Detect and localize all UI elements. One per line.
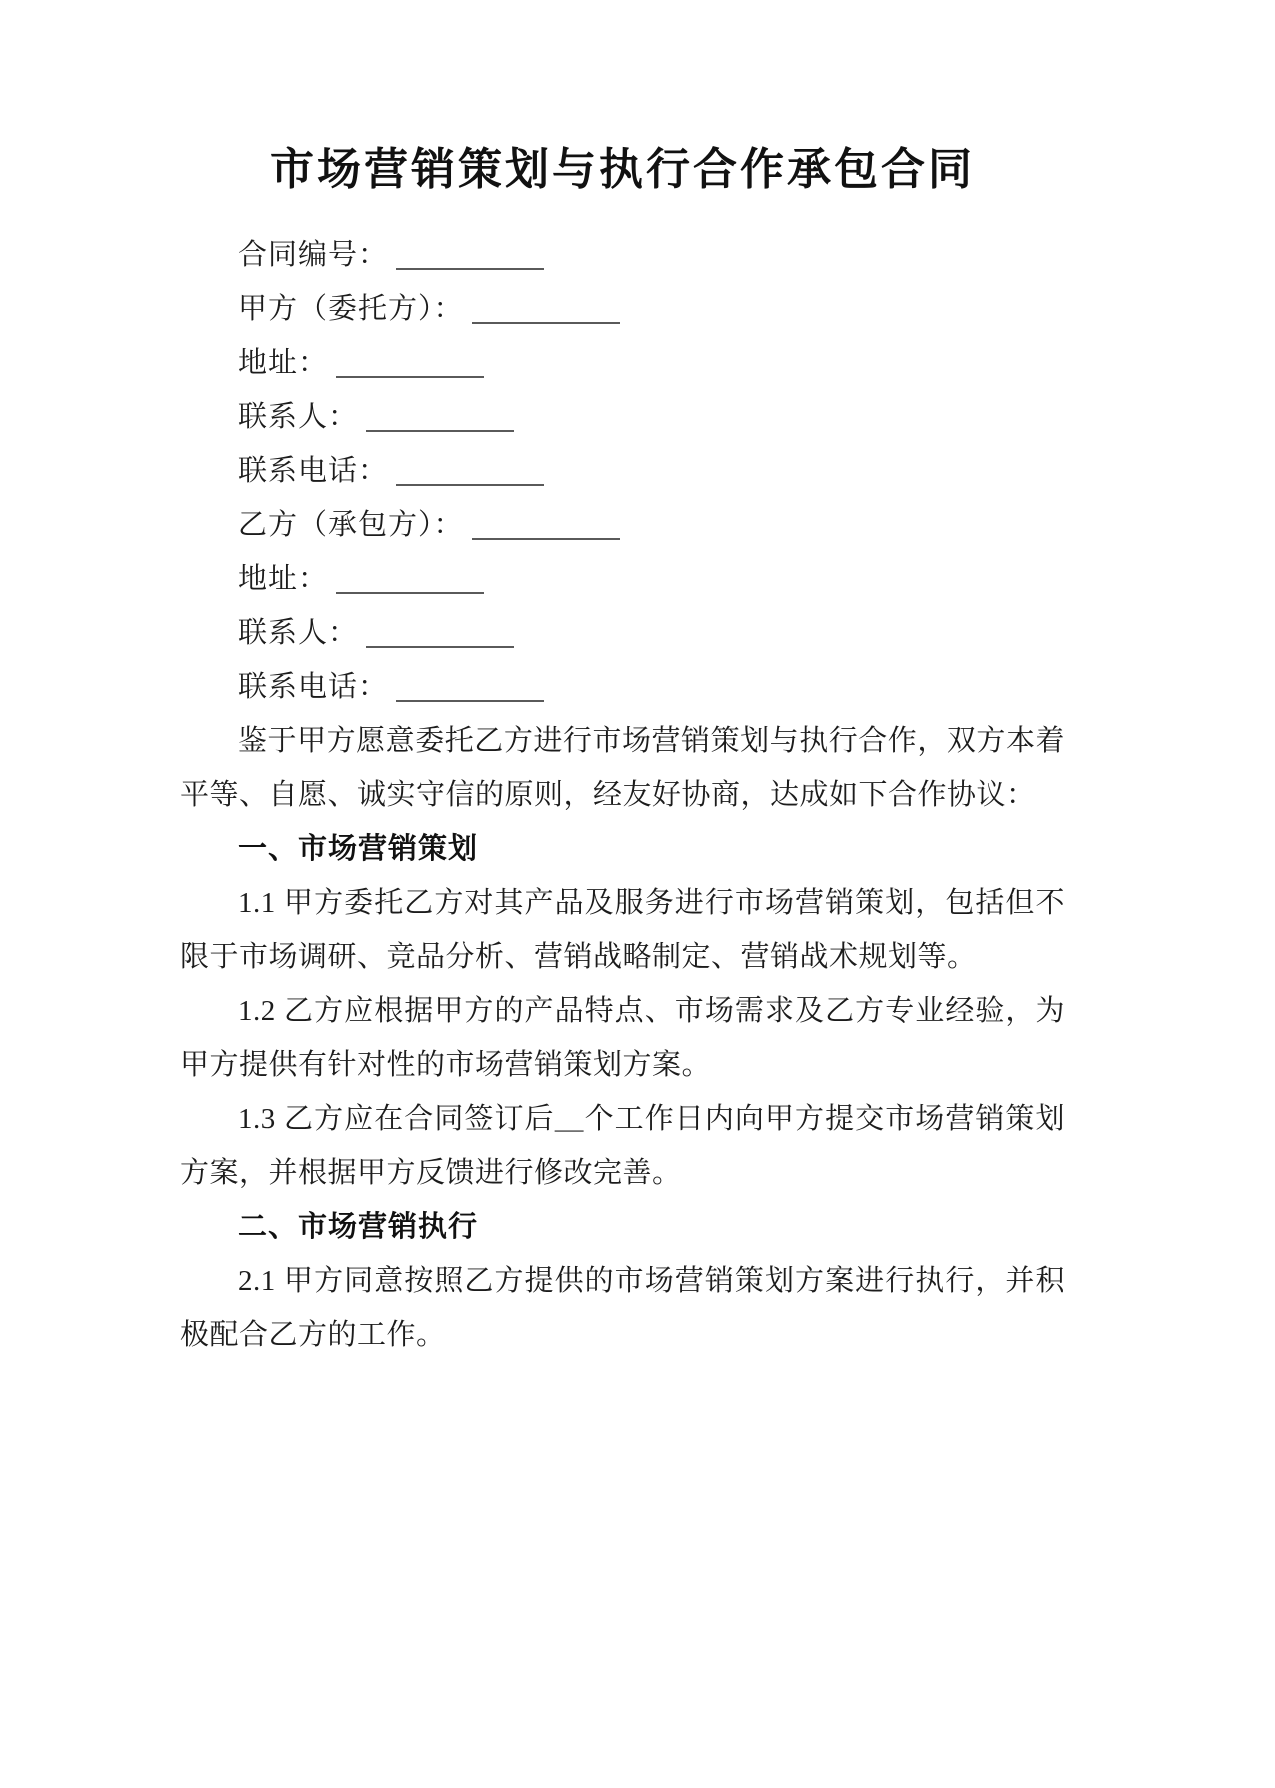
contract-header-fields xyxy=(180,228,1065,714)
fill-in-blank xyxy=(472,294,620,324)
clause-1-1: 1.1 甲方委托乙方对其产品及服务进行市场营销策划，包括但不限于市场调研、竞品分析、营销战略制定、营销战术规划等。 xyxy=(180,887,1065,973)
fill-in-blank xyxy=(396,456,544,486)
contract-page xyxy=(0,138,1275,1788)
field-party-a-contact-label: 联系人： xyxy=(238,401,359,433)
field-party-a-phone xyxy=(180,444,1065,498)
document-title: 市场营销策划与执行合作承包合同 xyxy=(270,145,975,194)
field-party-a-contact xyxy=(180,390,1065,444)
field-party-a-address-label: 地址： xyxy=(238,347,329,379)
field-contract-number xyxy=(180,228,1065,282)
field-party-b-address-label: 地址： xyxy=(238,563,329,595)
field-party-a xyxy=(180,282,1065,336)
section-1-heading: 一、市场营销策划 xyxy=(238,833,479,865)
fill-in-blank xyxy=(396,672,544,702)
fill-in-blank xyxy=(336,348,484,378)
field-party-b-phone xyxy=(180,660,1065,714)
field-party-b-address xyxy=(180,552,1065,606)
field-party-a-phone-label: 联系电话： xyxy=(238,455,389,487)
field-party-a-label: 甲方（委托方）： xyxy=(238,293,464,325)
field-party-b xyxy=(180,498,1065,552)
section-2-heading: 二、市场营销执行 xyxy=(238,1211,479,1243)
field-party-b-label: 乙方（承包方）： xyxy=(238,509,464,541)
field-party-b-contact xyxy=(180,606,1065,660)
clause-1-3: 1.3 乙方应在合同签订后＿个工作日内向甲方提交市场营销策划方案，并根据甲方反馈进行修改完善。 xyxy=(180,1103,1065,1189)
fill-in-blank xyxy=(472,510,620,540)
field-contract-number-label: 合同编号： xyxy=(238,239,389,271)
clause-2-1: 2.1 甲方同意按照乙方提供的市场营销策划方案进行执行，并积极配合乙方的工作。 xyxy=(180,1265,1065,1351)
field-party-a-address xyxy=(180,336,1065,390)
clause-1-2: 1.2 乙方应根据甲方的产品特点、市场需求及乙方专业经验，为甲方提供有针对性的市场营销策划方案。 xyxy=(180,995,1065,1081)
fill-in-blank xyxy=(366,402,514,432)
fill-in-blank xyxy=(366,618,514,648)
fill-in-blank xyxy=(336,564,484,594)
field-party-b-phone-label: 联系电话： xyxy=(238,671,389,703)
fill-in-blank xyxy=(396,240,544,270)
field-party-b-contact-label: 联系人： xyxy=(238,617,359,649)
preamble-paragraph: 鉴于甲方愿意委托乙方进行市场营销策划与执行合作，双方本着平等、自愿、诚实守信的原则，经友好协商，达成如下合作协议： xyxy=(180,725,1065,811)
